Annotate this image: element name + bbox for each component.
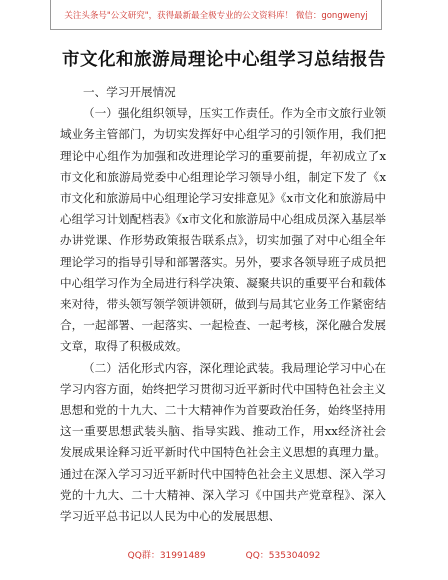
paragraph: （二）活化形式内容，深化理论武装。我局理论学习中心在学习内容方面，始终把学习贯彻习近平新时代中国特色社会主义思想和党的十九大、二十大精神作为首要政治任务，始终坚持用这一重要思想武装头脑、指导实践、推动工作，用xx经济社会发展成果诠释习近平新时代中国特色社会主义思想的真理力量。通过在深入学习习近平新时代中国特色社会主义思想、深入学习党的十九大、二十大精神、深入学习《中国共产党章程》、深入学习近平总书记以人民为中心的发展思想、 [60,360,386,524]
footer-qq: QQ：535304092 [245,551,321,561]
banner-text: 关注头条号"公文研究"，获得最新最全极专业的公文资料库！ 微信：gongwenyj [64,10,368,21]
footer-qq-group: QQ群：31991489 [127,551,206,561]
section-heading: 一、学习开展情况 [83,85,176,99]
top-banner [50,0,382,30]
footer [0,548,448,561]
document-title: 市文化和旅游局理论中心组学习总结报告 [62,50,386,70]
paragraph: （一）强化组织领导，压实工作责任。作为全市文旅行业领域业务主管部门，为切实发挥好中心组学习的引领作用，我们把理论中心组作为加强和改进理论学习的重要前提，年初成立了x市文化和旅游局党委中心组理论学习领导小组，制定下发了《x市文化和旅游局中心组理论学习安排意见》《x市文化和旅游局中心组学习计划配档表》《x市文化和旅游局中心组成员深入基层举办讲党课、作形势政策报告联系点》，切实加强了对中心组全年理论学习的指导引导和部署落实。另外，要求各领导班子成员把中心组学习作为全局进行科学决策、凝聚共识的重要平台和载体来对待，带头领写领学领讲领研，做到与局其它业务工作紧密结合，一起部署、一起落实、一起检查、一起考核，深化融合发展文章，取得了积极成效。 [60,106,386,354]
document-body [60,82,386,527]
